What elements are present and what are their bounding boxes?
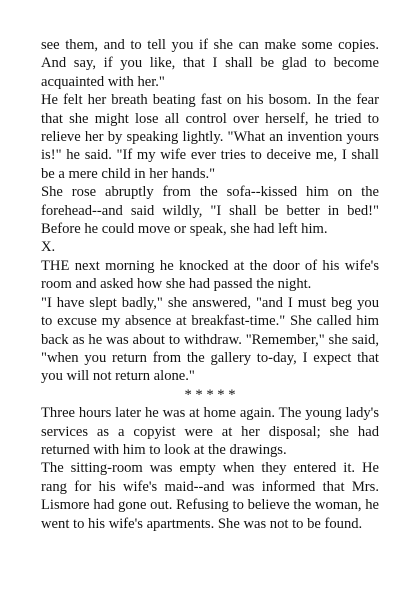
paragraph-3: She rose abruptly from the sofa--kissed him on the forehead--and said wildly, "I shall be better in bed!" Before he could move or speak, she had left him. — [41, 184, 379, 238]
paragraph-6: Three hours later he was at home again. The young lady's services as a copyist were at her disposal; she had returned with him to look at the drawings. — [41, 405, 379, 458]
document-page — [41, 36, 379, 533]
paragraph-1: see them, and to tell you if she can make some copies. And say, if you like, that I shall be glad to become acquainted with her." — [41, 37, 379, 90]
paragraph-2: He felt her breath beating fast on his bosom. In the fear that she might lose all control over herself, he tried to relieve her by speaking lightly. "What an invention yours is!" he said. "If my wife ever tries to deceive me, I shall be a mere child in her hands." — [41, 92, 379, 182]
paragraph-7: The sitting-room was empty when they entered it. He rang for his wife's maid--and was informed that Mrs. Lismore had gone out. Refusing to believe the woman, he went to his wife's apartments. She was not to be found. — [41, 460, 379, 532]
paragraph-5: "I have slept badly," she answered, "and I must beg you to excuse my absence at breakfast-time." She called him back as he was about to withdraw. "Remember," she said, "when you return from the gallery to-day, I expect that you will not return alone." — [41, 294, 379, 385]
paragraph-4: THE next morning he knocked at the door of his wife's room and asked how she had passed the night. — [41, 257, 379, 293]
section-break: * * * * * — [184, 386, 236, 403]
chapter-heading: X. — [41, 239, 56, 256]
